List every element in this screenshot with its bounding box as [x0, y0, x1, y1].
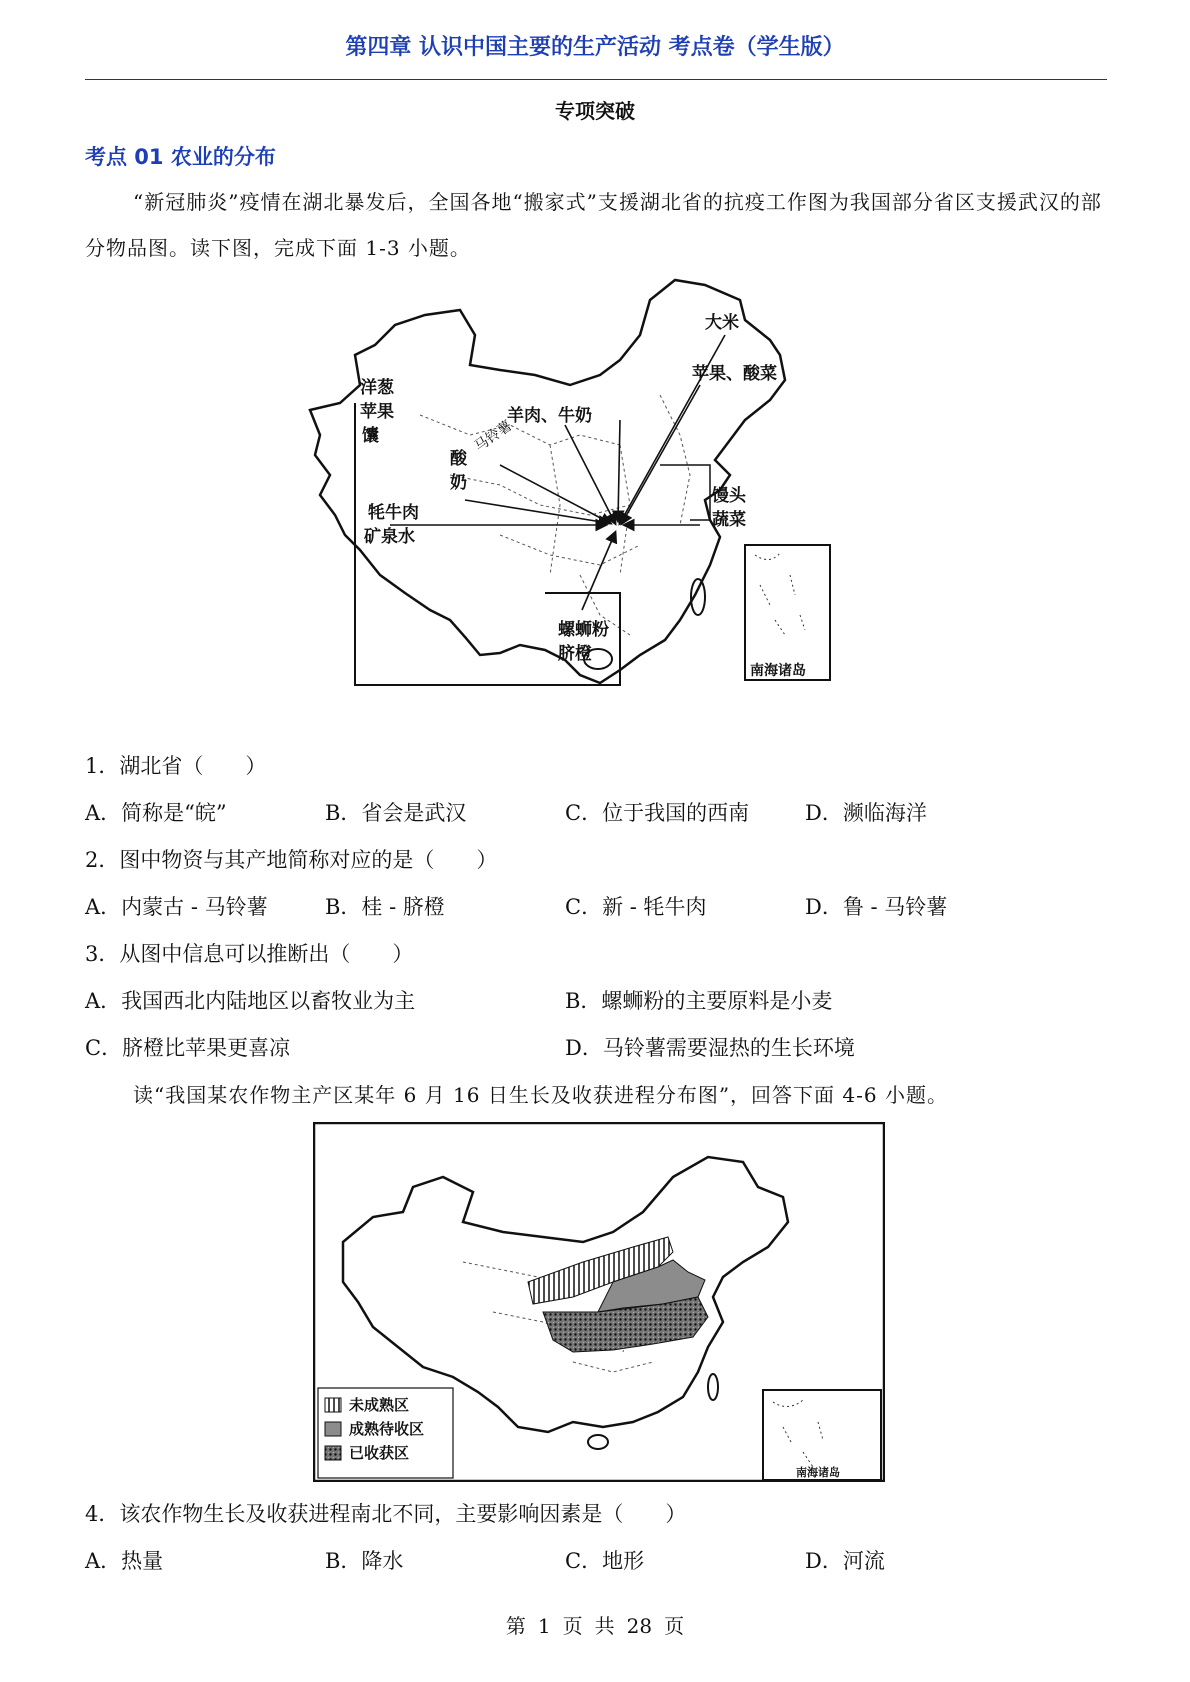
footer-total-pages: 28	[626, 1614, 653, 1638]
label-nang: 馕	[362, 426, 379, 446]
question-3-stem: 3．从图中信息可以推断出（ ）	[85, 942, 414, 966]
supply-arrows	[390, 335, 725, 610]
q1-option-a[interactable]: A．简称是“皖”	[85, 801, 227, 825]
map-crop-harvest	[313, 1122, 885, 1482]
header-divider	[85, 79, 1107, 80]
q4-option-d[interactable]: D．河流	[805, 1549, 885, 1573]
label-maoniurou: 牦牛肉	[368, 503, 419, 523]
question-1-stem: 1．湖北省（ ）	[85, 754, 267, 778]
q1-option-c[interactable]: C．位于我国的西南	[565, 801, 750, 825]
legend-harvested: 已收获区	[349, 1444, 410, 1462]
q3-option-c[interactable]: C．脐橙比苹果更喜凉	[85, 1036, 291, 1060]
label-nanhai: 南海诸岛	[750, 663, 806, 679]
question-4-stem: 4．该农作物生长及收获进程南北不同，主要影响因素是（ ）	[85, 1502, 687, 1526]
q4-option-c[interactable]: C．地形	[565, 1549, 645, 1573]
footer-di: 第	[505, 1614, 526, 1638]
label-yangcong: 洋葱	[360, 378, 394, 398]
kaodian-heading: 考点 01 农业的分布	[85, 145, 276, 169]
q4-option-b[interactable]: B．降水	[325, 1549, 404, 1573]
map-china-supplies-svg	[300, 275, 900, 735]
legend-unripe: 未成熟区	[349, 1396, 410, 1414]
map-china-supplies	[300, 275, 900, 735]
label-luosifen: 螺蛳粉	[558, 620, 609, 640]
q1-option-b[interactable]: B．省会是武汉	[325, 801, 467, 825]
label-qicheng: 脐橙	[558, 644, 592, 664]
label-suan: 酸	[450, 449, 467, 469]
page-footer	[0, 1610, 1190, 1639]
map-crop-harvest-svg	[313, 1122, 885, 1482]
legend-swatch-harvested	[325, 1446, 341, 1460]
label-dami: 大米	[705, 313, 739, 333]
q2-option-d[interactable]: D．鲁 - 马铃薯	[805, 895, 948, 919]
q1-option-d[interactable]: D．濒临海洋	[805, 801, 927, 825]
legend-ripe: 成熟待收区	[349, 1420, 425, 1438]
intro-paragraph-2: 读“我国某农作物主产区某年 6 月 16 日生长及收获进程分布图”，回答下面 4-6 小题。	[133, 1083, 948, 1107]
label-nanhai-2: 南海诸岛	[796, 1466, 840, 1479]
label-nai: 奶	[450, 473, 467, 493]
legend-swatch-unripe	[325, 1398, 341, 1412]
label-pingguo-suancai: 苹果、酸菜	[692, 364, 777, 384]
q3-option-d[interactable]: D．马铃薯需要湿热的生长环境	[565, 1036, 855, 1060]
footer-ye: 页	[562, 1614, 583, 1638]
nanhai-inset	[745, 545, 830, 680]
label-shucai: 蔬菜	[712, 510, 746, 530]
question-2-stem: 2．图中物资与其产地简称对应的是（ ）	[85, 848, 498, 872]
label-mantou: 馒头	[712, 486, 746, 506]
legend-swatch-ripe	[325, 1422, 341, 1436]
q2-option-a[interactable]: A．内蒙古 - 马铃薯	[85, 895, 268, 919]
q2-option-c[interactable]: C．新 - 牦牛肉	[565, 895, 707, 919]
label-yangrou: 羊肉、牛奶	[507, 406, 592, 426]
document-header: 第四章 认识中国主要的生产活动 考点卷（学生版）	[345, 35, 845, 60]
q3-option-a[interactable]: A．我国西北内陆地区以畜牧业为主	[85, 989, 416, 1013]
q3-option-b[interactable]: B．螺蛳粉的主要原料是小麦	[565, 989, 833, 1013]
label-apple-xj: 苹果	[360, 402, 394, 422]
footer-ye-2: 页	[664, 1614, 685, 1638]
footer-gong: 共	[594, 1614, 615, 1638]
q4-option-a[interactable]: A．热量	[85, 1549, 164, 1573]
intro-paragraph-1: “新冠肺炎”疫情在湖北暴发后，全国各地“搬家式”支援湖北省的抗疫工作图为我国部分省区支援武汉的部分物品图。读下图，完成下面 1-3 小题。	[85, 190, 1102, 260]
q2-option-b[interactable]: B．桂 - 脐橙	[325, 895, 445, 919]
label-malingshu: 马铃薯	[471, 417, 516, 456]
china-outline	[310, 280, 785, 683]
footer-page-number: 1	[537, 1614, 551, 1638]
label-kuangquanshui: 矿泉水	[364, 527, 415, 547]
section-title: 专项突破	[555, 99, 635, 123]
